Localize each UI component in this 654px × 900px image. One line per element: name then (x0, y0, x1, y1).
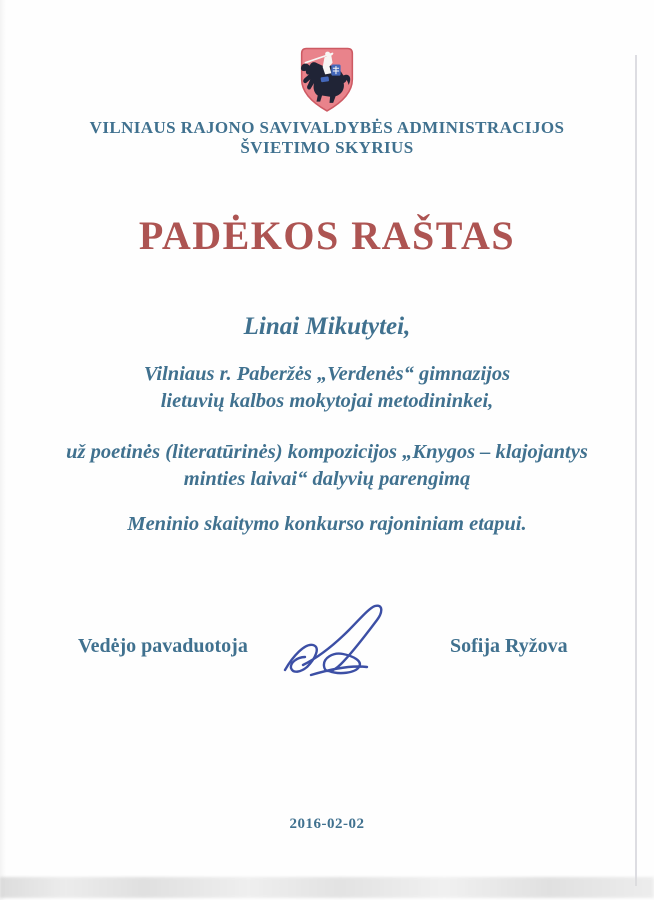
certificate-date: 2016-02-02 (289, 816, 365, 832)
body-line: Vilniaus r. Paberžės „Verdenės“ gimnazijos (143, 363, 511, 385)
event-name (0, 511, 654, 538)
signer-name: Sofija Ryžova (450, 635, 568, 657)
signer-position-label: Vedėjo pavaduotoja (78, 635, 248, 657)
body-line: už poetinės (literatūrinės) kompozicijos „Knygos – klajojantys (66, 441, 588, 463)
recipient-name: Linai Mikutytei, (243, 313, 411, 340)
handwritten-signature (274, 596, 396, 684)
body-line: lietuvių kalbos mokytojai metodininkei, (160, 390, 494, 412)
award-reason (0, 439, 654, 493)
certificate-title: PADĖKOS RAŠTAS (138, 213, 516, 258)
organization-header (0, 118, 654, 158)
recipient-description (0, 361, 654, 415)
organization-name-line2: ŠVIETIMO SKYRIUS (240, 138, 414, 157)
body-line: minties laivai“ dalyvių parengimą (183, 468, 471, 490)
organization-name-line1: VILNIAUS RAJONO SAVIVALDYBĖS ADMINISTRACIJOS (89, 118, 565, 137)
body-line: Meninio skaitymo konkurso rajoniniam etapui. (127, 513, 527, 535)
scan-bottom-shadow-artifact (0, 877, 654, 898)
vytis-coat-of-arms-icon (296, 46, 358, 114)
